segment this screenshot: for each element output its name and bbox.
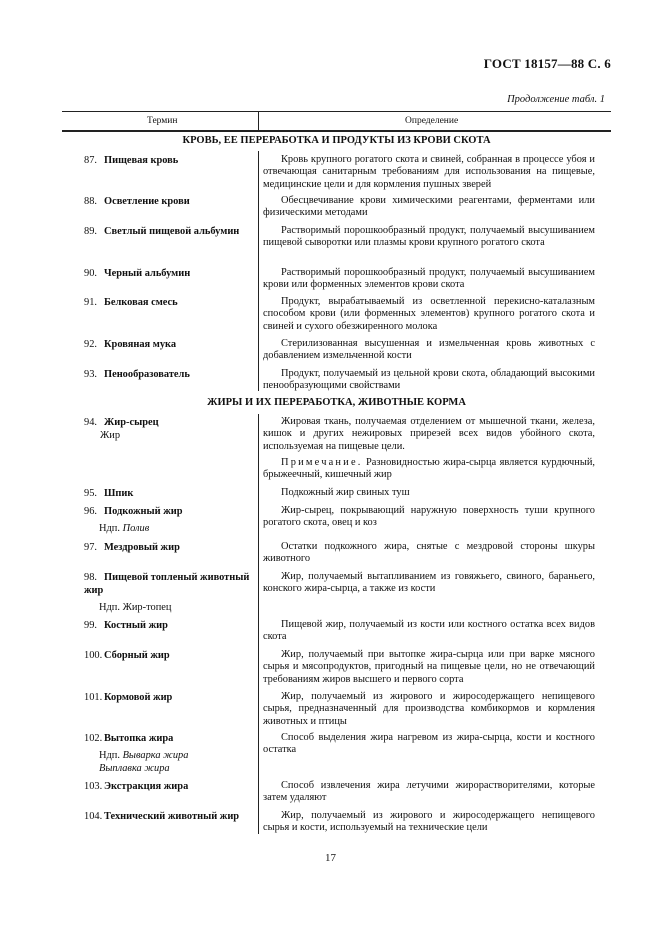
term: 99. Костный жир <box>84 620 168 631</box>
term: 102. Вытопка жира <box>84 733 174 744</box>
definition: Кровь крупного рогатого скота и свиней, собранная в процессе убоя и отвечающая санитарным требованиям для использования на пищевые, медицинские цели и для кормления пушных зверей <box>263 154 595 190</box>
term: 94. Жир-сырец Жир <box>84 416 254 442</box>
term: 97. Мездровый жир <box>84 542 180 553</box>
section-title-blood: КРОВЬ, ЕЕ ПЕРЕРАБОТКА И ПРОДУКТЫ ИЗ КРОВИ СКОТА <box>182 135 491 146</box>
standard-header: ГОСТ 18157—88 С. 6 <box>483 56 611 71</box>
definition: Стерилизованная высушенная и измельченная кровь животных с добавлением измельченной кости <box>263 338 595 362</box>
section-title-fats: ЖИРЫ И ИХ ПЕРЕРАБОТКА, ЖИВОТНЫЕ КОРМА <box>207 397 466 408</box>
definition: Обесцвечивание крови химическими реагентами, ферментами или физическими методами <box>263 195 595 219</box>
term: 90. Черный альбумин <box>84 268 191 279</box>
definition: Жир-сырец, покрывающий наружную поверхность туши крупного рогатого скота, овец и коз <box>263 505 595 529</box>
column-divider <box>258 151 259 391</box>
definition: Растворимый порошкообразный продукт, получаемый высушиванием крови или форменных элементов крови скота <box>263 267 595 291</box>
page-number: 17 <box>325 852 336 864</box>
term: 98. Пищевой топленый животный жир <box>84 572 250 596</box>
term: 92. Кровяная мука <box>84 339 177 350</box>
definition: Растворимый порошкообразный продукт, получаемый высушиванием пищевой сыворотки или плазмы крови крупного рогатого скота <box>263 225 595 249</box>
term: 89. Светлый пищевой альбумин <box>84 226 240 237</box>
definition: Подкожный жир свиных туш <box>281 487 410 498</box>
term: 93. Пенообразователь <box>84 369 190 380</box>
nonrecommended-synonym: Ндп. Выварка жира Выплавка жира <box>99 750 189 774</box>
term: 95. Шпик <box>84 488 134 499</box>
definition: Продукт, получаемый из цельной крови скота, обладающий высокими пенообразующими свойствами <box>263 368 595 392</box>
note: Примечание. Разновидностью жира-сырца является курдючный, брыжеечный, кишечный жир <box>263 457 595 481</box>
definition: Продукт, вырабатываемый из осветленной перекисно-каталазным способом крови (или форменных элементов) крупного рогатого скота и свиней и сухого обезжиренного молока <box>263 296 595 332</box>
definition: Остатки подкожного жира, снятые с мездровой стороны шкуры животного <box>263 541 595 565</box>
definition: Жир, получаемый из жирового и жиросодержащего непищевого сырья, предназначенный для производства комбикормов и кормления животных и птицы <box>263 691 595 727</box>
column-divider <box>258 414 259 834</box>
definition: Жир, получаемый вытапливанием из говяжьего, свиного, бараньего, конского жира-сырца, а также из кости <box>263 571 595 595</box>
term: 87. Пищевая кровь <box>84 155 179 166</box>
synonym: Жир <box>100 430 121 441</box>
term: 103. Экстракция жира <box>84 781 189 792</box>
definition: Жир, получаемый из жирового и жиросодержащего непищевого сырья и кости, используемый на технические цели <box>263 810 595 834</box>
term: 101. Кормовой жир <box>84 692 173 703</box>
definition: Способ извлечения жира летучими жирорастворителями, которые затем удаляют <box>263 780 595 804</box>
definition: Пищевой жир, получаемый из кости или костного остатка всех видов скота <box>263 619 595 643</box>
term: 91. Белковая смесь <box>84 297 178 308</box>
definition: Способ выделения жира нагревом из жира-сырца, кости и костного остатка <box>263 732 595 756</box>
column-header-term: Термин <box>147 116 178 126</box>
header-bottom-rule <box>62 130 611 132</box>
nonrecommended-synonym: Ндп. Полив <box>99 523 150 534</box>
table-top-rule <box>62 111 611 112</box>
table-continuation: Продолжение табл. 1 <box>507 94 605 105</box>
definition: Жировая ткань, получаемая отделением от мышечной ткани, железа, кишок и других нежировых приреэей всех видов убойного скота, используемая на пищевые цели. <box>263 416 595 452</box>
term: 96. Подкожный жир <box>84 506 183 517</box>
term: 100. Сборный жир <box>84 650 170 661</box>
definition: Жир, получаемый при вытопке жира-сырца или при варке мясного сырья и мясопродуктов, пригодный на пищевые цели, но не отвечающий требованиям жиров высшего и первого сорта <box>263 649 595 685</box>
term: 88. Осветление крови <box>84 196 190 207</box>
term: 104. Технический животный жир <box>84 811 240 822</box>
header-divider <box>258 112 259 130</box>
nonrecommended-synonym: Ндп. Жир-топец <box>99 602 172 613</box>
column-header-definition: Определение <box>405 116 459 126</box>
